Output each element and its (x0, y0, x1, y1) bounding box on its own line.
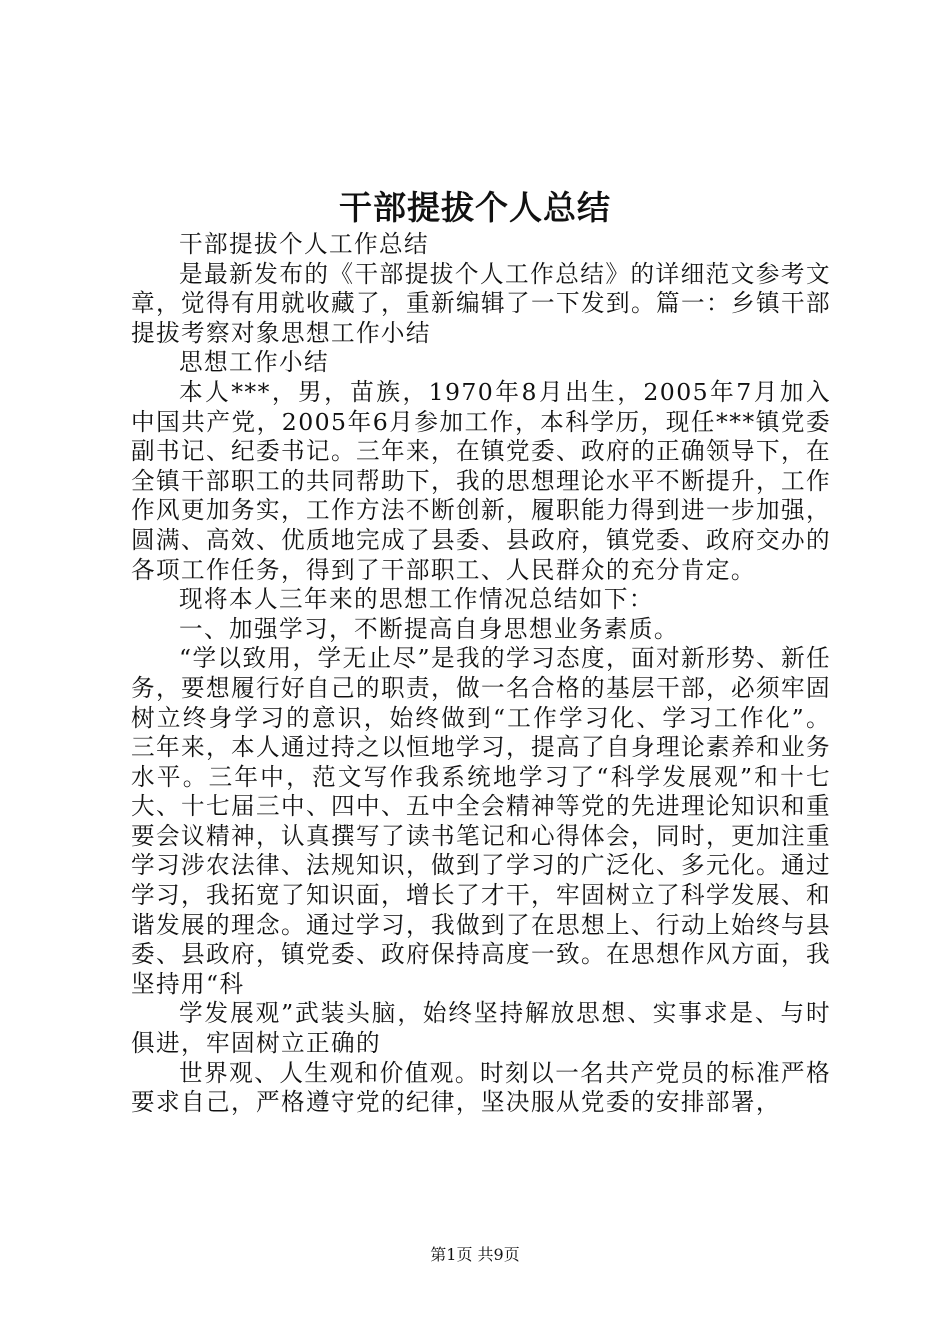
paragraph-self-introduction: 本人***，男，苗族，1970年8月出生，2005年7月加入中国共产党，2005年6月参加工作，本科学历，现任***镇党委副书记、纪委书记。三年来，在镇党委、政府的正确领导下，在全镇干部职工的共同帮助下，我的思想理论水平不断提升，工作作风更加务实，工作方法不断创新，履职能力得到进一步加强，圆满、高效、优质地完成了县委、县政府，镇党委、政府交办的各项工作任务，得到了干部职工、人民群众的充分肯定。 (131, 377, 831, 584)
paragraph-section-heading: 思想工作小结 (179, 348, 329, 377)
paragraph-point-one-heading: 一、加强学习，不断提高自身思想业务素质。 (179, 614, 679, 643)
paragraph-continuation-1: 学发展观”武装头脑，始终坚持解放思想、实事求是、与时俱进，牢固树立正确的 (131, 999, 831, 1058)
paragraph-subtitle: 干部提拔个人工作总结 (179, 230, 429, 258)
document-title: 干部提拔个人总结 (339, 188, 611, 227)
paragraph-study-attitude: “学以致用，学无止尽”是我的学习态度，面对新形势、新任务，要想履行好自己的职责，做一名合格的基层干部，必须牢固树立终身学习的意识，始终做到“工作学习化、学习工作化”。三年来，本人通过持之以恒地学习，提高了自身理论素养和业务水平。三年中，范文写作我系统地学习了“科学发展观”和十七大、十七届三中、四中、五中全会精神等党的先进理论知识和重要会议精神，认真撰写了读书笔记和心得体会，同时，更加注重学习涉农法律、法规知识，做到了学习的广泛化、多元化。通过学习，我拓宽了知识面，增长了才干，牢固树立了科学发展、和谐发展的理念。通过学习，我做到了在思想上、行动上始终与县委、县政府，镇党委、政府保持高度一致。在思想作风方面，我坚持用“科 (131, 644, 831, 998)
page-number-footer: 第1页 共9页 (430, 1245, 520, 1264)
paragraph-continuation-2: 世界观、人生观和价值观。时刻以一名共产党员的标准严格要求自己，严格遵守党的纪律，坚决服从党委的安排部署， (131, 1058, 831, 1117)
document-body (131, 230, 831, 1118)
paragraph-summary-lead: 现将本人三年来的思想工作情况总结如下： (179, 585, 654, 614)
paragraph-intro: 是最新发布的《干部提拔个人工作总结》的详细范文参考文章，觉得有用就收藏了，重新编辑了一下发到。篇一：乡镇干部提拔考察对象思想工作小结 (131, 259, 831, 347)
